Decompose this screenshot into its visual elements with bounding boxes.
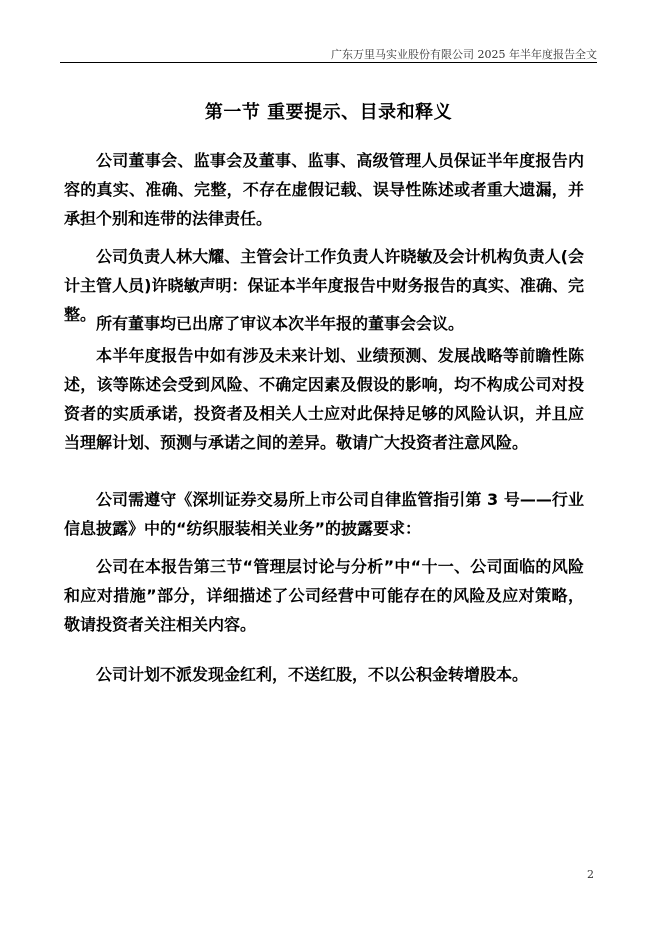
paragraph-risk-reference: 公司在本报告第三节“管理层讨论与分析”中“十一、公司面临的风险和应对措施”部分，详细描述了公司经营中可能存在的风险及应对策略，敬请投资者关注相关内容。	[64, 557, 584, 634]
paragraph-responsibility-statement: 公司董事会、监事会及董事、监事、高级管理人员保证半年度报告内容的真实、准确、完整，不存在虚假记载、误导性陈述或者重大遗漏，并承担个别和连带的法律责任。	[64, 151, 584, 228]
running-header: 广东万里马实业股份有限公司 2025 年半年度报告全文	[331, 48, 597, 61]
paragraph-forward-looking-risk: 本半年度报告中如有涉及未来计划、业绩预测、发展战略等前瞻性陈述，该等陈述会受到风险、不确定因素及假设的影响，均不构成公司对投资者的实质承诺，投资者及相关人士应对此保持足够的风险认识，并且应当理解计划、预测与承诺之间的差异。敬请广大投资者注意风险。	[64, 346, 584, 452]
paragraph-financial-statement-declaration: 公司负责人林大耀、主管会计工作负责人许晓敏及会计机构负责人(会计主管人员)许晓敏声明：保证本半年度报告中财务报告的真实、准确、完整。	[64, 247, 584, 324]
section-title: 第一节 重要提示、目录和释义	[204, 102, 453, 123]
paragraph-board-attendance: 所有董事均已出席了审议本次半年报的董事会会议。	[96, 314, 465, 333]
paragraph-dividend-plan: 公司计划不派发现金红利，不送红股，不以公积金转增股本。	[96, 665, 529, 684]
paragraph-disclosure-requirement: 公司需遵守《深圳证券交易所上市公司自律监管指引第 3 号——行业信息披露》中的“纺织服装相关业务”的披露要求：	[64, 490, 584, 538]
page-number: 2	[587, 868, 594, 881]
header-divider	[60, 62, 597, 63]
